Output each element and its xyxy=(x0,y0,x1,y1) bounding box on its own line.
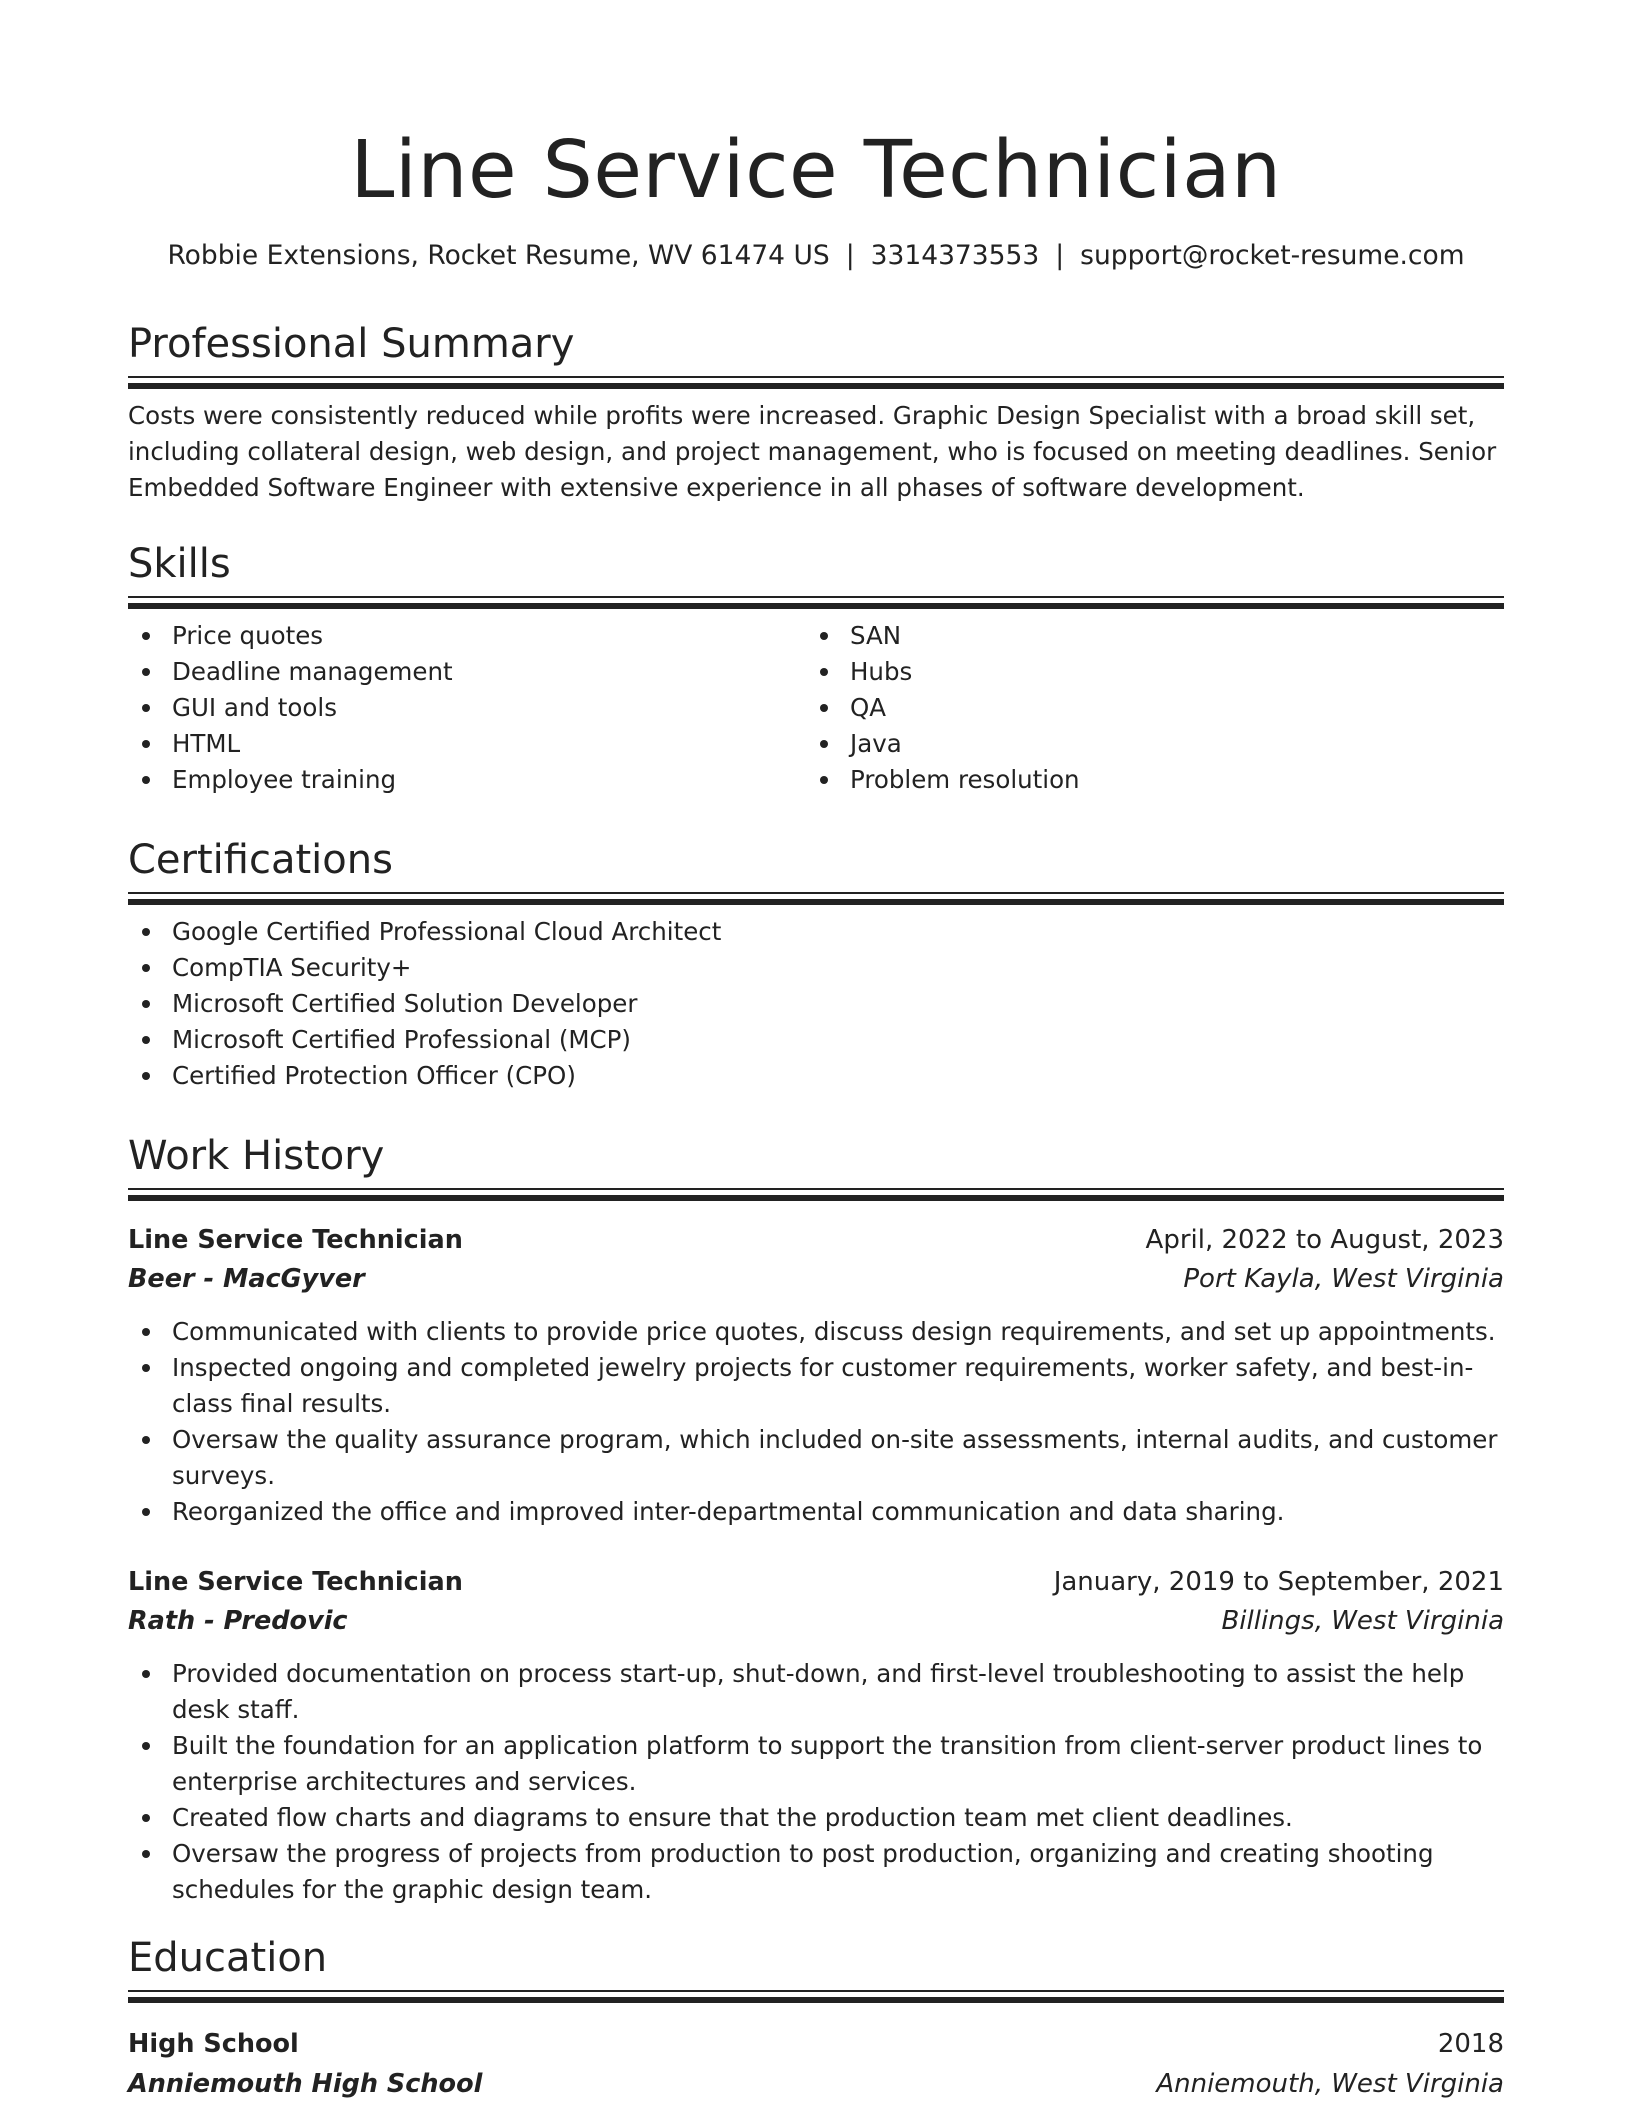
section-divider xyxy=(128,1182,1504,1197)
section-heading-summary: Professional Summary xyxy=(128,321,575,367)
job-company: Beer - MacGyver xyxy=(128,1264,365,1294)
section-heading-education: Education xyxy=(128,1935,328,1981)
skill-item: HTML xyxy=(128,726,453,762)
section-divider xyxy=(128,590,1504,605)
resume-title: Line Service Technician xyxy=(350,124,1282,216)
summary-section xyxy=(128,318,1504,502)
section-heading-work-history: Work History xyxy=(128,1133,385,1179)
section-divider xyxy=(128,370,1504,385)
contact-address: Robbie Extensions, Rocket Resume, WV 61474 US xyxy=(167,240,830,271)
certification-item: Google Certified Professional Cloud Architect xyxy=(128,914,721,950)
certifications-list xyxy=(128,914,721,1094)
job-bullet: Created flow charts and diagrams to ensure that the production team met client deadlines. xyxy=(128,1800,1504,1836)
job-bullet: Reorganized the office and improved inter-departmental communication and data sharing. xyxy=(128,1494,1504,1530)
skills-list-right xyxy=(806,618,1080,798)
certification-item: Microsoft Certified Solution Developer xyxy=(128,986,721,1022)
skills-list-left xyxy=(128,618,453,798)
job-bullet: Communicated with clients to provide price quotes, discuss design requirements, and set up appointments. xyxy=(128,1314,1504,1350)
contact-phone: 3314373553 xyxy=(870,240,1040,271)
section-heading-skills: Skills xyxy=(128,541,231,587)
skills-section xyxy=(128,538,1504,794)
skill-item: QA xyxy=(806,690,1080,726)
skill-item: Hubs xyxy=(806,654,1080,690)
skill-item: SAN xyxy=(806,618,1080,654)
certification-item: Certified Protection Officer (CPO) xyxy=(128,1058,721,1094)
certification-item: CompTIA Security+ xyxy=(128,950,721,986)
skill-item: GUI and tools xyxy=(128,690,453,726)
education-year: 2018 xyxy=(1437,2029,1504,2059)
job-location: Port Kayla, West Virginia xyxy=(1183,1264,1504,1294)
job-title: Line Service Technician xyxy=(128,1567,463,1597)
skill-item: Employee training xyxy=(128,762,453,798)
contact-line xyxy=(128,236,1504,276)
education-location: Anniemouth, West Virginia xyxy=(1156,2069,1504,2099)
education-school: Anniemouth High School xyxy=(128,2069,483,2099)
skill-item: Price quotes xyxy=(128,618,453,654)
contact-separator: | xyxy=(1055,240,1065,271)
section-heading-certifications: Certifications xyxy=(128,837,393,883)
contact-separator: | xyxy=(845,240,855,271)
job-bullet: Inspected ongoing and completed jewelry projects for customer requirements, worker safety, and best-in-class final results. xyxy=(128,1350,1504,1422)
summary-text: Costs were consistently reduced while profits were increased. Graphic Design Specialist with a broad skill set, including collateral design, web design, and project management, who is focused on meeting deadlines. Senior Embedded Software Engineer with extensive experience in all phases of software development. xyxy=(128,401,1497,502)
job-bullet: Oversaw the quality assurance program, which included on-site assessments, internal audits, and customer surveys. xyxy=(128,1422,1504,1494)
skill-item: Deadline management xyxy=(128,654,453,690)
job-title: Line Service Technician xyxy=(128,1225,463,1255)
job-bullet: Provided documentation on process start-up, shut-down, and first-level troubleshooting to assist the help desk staff. xyxy=(128,1656,1504,1728)
certifications-section xyxy=(128,834,1504,1090)
job-bullet: Oversaw the progress of projects from production to post production, organizing and creating shooting schedules for the graphic design team. xyxy=(128,1836,1504,1908)
skill-item: Java xyxy=(806,726,1080,762)
job-dates: April, 2022 to August, 2023 xyxy=(1145,1225,1504,1255)
section-divider xyxy=(128,1984,1504,1999)
job-bullet: Built the foundation for an application platform to support the transition from client-server product lines to enterprise architectures and services. xyxy=(128,1728,1504,1800)
education-degree: High School xyxy=(128,2029,299,2059)
work-history-section xyxy=(128,1130,1504,1904)
skill-item: Problem resolution xyxy=(806,762,1080,798)
job-company: Rath - Predovic xyxy=(128,1606,348,1636)
job-dates: January, 2019 to September, 2021 xyxy=(1053,1567,1504,1597)
certification-item: Microsoft Certified Professional (MCP) xyxy=(128,1022,721,1058)
job-location: Billings, West Virginia xyxy=(1221,1606,1504,1636)
contact-email: support@rocket-resume.com xyxy=(1080,240,1465,271)
section-divider xyxy=(128,886,1504,901)
job-bullets xyxy=(128,1656,1504,1908)
job-bullets xyxy=(128,1314,1504,1530)
education-section xyxy=(128,1932,1504,2099)
